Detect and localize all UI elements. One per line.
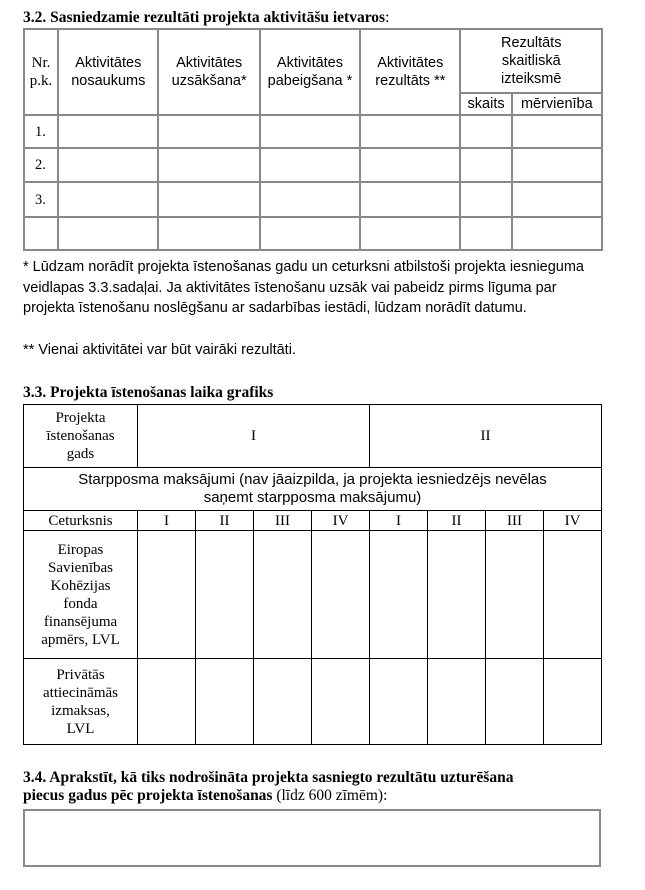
table-row	[24, 659, 602, 745]
cell-unit[interactable]	[512, 115, 602, 148]
header-quant-line3: izteiksmē	[501, 71, 562, 87]
interim-payments-note	[24, 468, 602, 511]
cell-private-costs[interactable]	[544, 659, 602, 745]
section-3-4-title-line1: 3.4. Aprakstīt, kā tiks nodrošināta projekta sasniegto rezultātu uzturēšana	[23, 769, 514, 786]
row2-line: Privātās	[56, 666, 105, 683]
section-3-2-title-bold: 3.2. Sasniedzamie rezultāti projekta aktivitāšu ietvaros	[23, 9, 386, 26]
cell-private-costs[interactable]	[138, 659, 196, 745]
row2-line: izmaksas,	[51, 702, 110, 719]
cell-activity-end[interactable]	[260, 217, 360, 250]
cell-private-costs[interactable]	[428, 659, 486, 745]
section-3-2-title-colon: :	[385, 9, 390, 26]
cell-eu-funding[interactable]	[428, 531, 486, 659]
cell-unit[interactable]	[512, 182, 602, 217]
header-activity-end	[260, 29, 360, 115]
row2-line: attiecināmās	[43, 684, 118, 701]
cell-eu-funding[interactable]	[370, 531, 428, 659]
section-3-4-title-line2	[23, 787, 513, 805]
header-activity-name	[58, 29, 158, 115]
cell-activity-result[interactable]	[360, 148, 460, 182]
quarter-header: III	[486, 511, 544, 531]
row1-line: apmērs, LVL	[41, 631, 120, 648]
section-3-3-title: 3.3. Projekta īstenošanas laika grafiks	[23, 384, 274, 401]
row1-line: Savienības	[48, 559, 113, 576]
cell-count[interactable]	[460, 217, 511, 250]
cell-private-costs[interactable]	[196, 659, 254, 745]
year-label-line3: gads	[66, 446, 95, 462]
cell-private-costs[interactable]	[486, 659, 544, 745]
row2-line: LVL	[66, 720, 95, 737]
table-row	[24, 217, 602, 250]
row-number: 1.	[24, 115, 58, 148]
cell-activity-start[interactable]	[158, 182, 259, 217]
header-quant-line2: skaitliskā	[501, 53, 561, 69]
header-start-line1: Aktivitātes	[176, 55, 243, 71]
sustainability-description-field[interactable]	[23, 809, 601, 867]
quarter-header: II	[196, 511, 254, 531]
header-activity-start	[158, 29, 259, 115]
quarter-header: IV	[312, 511, 370, 531]
cell-count[interactable]	[460, 182, 511, 217]
header-nr-line1: Nr.	[31, 55, 51, 71]
cell-activity-name[interactable]	[58, 115, 158, 148]
quarter-header: III	[254, 511, 312, 531]
year-1: I	[138, 405, 370, 468]
year-label	[24, 405, 138, 468]
header-start-line2: uzsākšana*	[171, 73, 247, 89]
cell-activity-name[interactable]	[58, 148, 158, 182]
schedule-table	[23, 404, 602, 745]
row1-line: Kohēzijas	[50, 577, 111, 594]
year-label-line2: īstenošanas	[46, 428, 115, 444]
cell-eu-funding[interactable]	[486, 531, 544, 659]
header-name-line1: Aktivitātes	[75, 55, 142, 71]
section-3-4-title-line2-bold: piecus gadus pēc projekta īstenošanas	[23, 787, 273, 804]
cell-activity-result[interactable]	[360, 182, 460, 217]
cell-activity-end[interactable]	[260, 115, 360, 148]
results-table	[23, 28, 603, 251]
quarter-header: I	[370, 511, 428, 531]
table-row	[24, 148, 602, 182]
row-number	[24, 217, 58, 250]
cell-private-costs[interactable]	[312, 659, 370, 745]
header-nr	[24, 29, 58, 115]
cell-count[interactable]	[460, 115, 511, 148]
table-row	[24, 531, 602, 659]
cell-activity-start[interactable]	[158, 148, 259, 182]
cell-unit[interactable]	[512, 148, 602, 182]
section-3-4-title-line2-rest: (līdz 600 zīmēm):	[272, 787, 388, 804]
table-row	[24, 115, 602, 148]
header-end-line2: pabeigšana *	[267, 73, 353, 89]
cell-eu-funding[interactable]	[138, 531, 196, 659]
cell-activity-result[interactable]	[360, 115, 460, 148]
footnote-double-asterisk: ** Vienai aktivitātei var būt vairāki rezultāti.	[23, 342, 296, 358]
header-name-line2: nosaukums	[71, 73, 146, 89]
cell-eu-funding[interactable]	[254, 531, 312, 659]
section-3-4-title	[23, 769, 513, 805]
header-activity-result	[360, 29, 460, 115]
cell-unit[interactable]	[512, 217, 602, 250]
row-number: 2.	[24, 148, 58, 182]
row1-line: finansējuma	[43, 613, 118, 630]
cell-count[interactable]	[460, 148, 511, 182]
quarter-header: I	[138, 511, 196, 531]
footnote-single-asterisk: * Lūdzam norādīt projekta īstenošanas gadu un ceturksni atbilstoši projekta iesnieguma veidlapas 3.3.sadaļai. Ja aktivitātes īstenošanu uzsāk vai pabeidz pirms līguma par projekta īstenošanu noslēgšanu ar sadarbības iestādi, lūdzam norādīt datumu.	[23, 259, 584, 316]
header-unit: mērvienība	[512, 93, 602, 115]
table-row	[24, 182, 602, 217]
row1-line: fonda	[63, 595, 98, 612]
cell-eu-funding[interactable]	[312, 531, 370, 659]
row-label-eu-funding	[24, 531, 138, 659]
quarter-label: Ceturksnis	[24, 511, 138, 531]
year-label-line1: Projekta	[55, 410, 106, 426]
header-quantitative-result	[460, 29, 602, 93]
cell-activity-name[interactable]	[58, 217, 158, 250]
cell-private-costs[interactable]	[370, 659, 428, 745]
header-count: skaits	[460, 93, 511, 115]
interim-line2: saņemt starpposma maksājumu)	[203, 489, 422, 506]
cell-private-costs[interactable]	[254, 659, 312, 745]
cell-activity-end[interactable]	[260, 148, 360, 182]
cell-eu-funding[interactable]	[544, 531, 602, 659]
quarter-header: II	[428, 511, 486, 531]
row1-line: Eiropas	[57, 541, 104, 558]
cell-activity-start[interactable]	[158, 115, 259, 148]
cell-activity-start[interactable]	[158, 217, 259, 250]
cell-activity-result[interactable]	[360, 217, 460, 250]
cell-eu-funding[interactable]	[196, 531, 254, 659]
year-2: II	[370, 405, 602, 468]
header-end-line1: Aktivitātes	[276, 55, 344, 71]
header-result-line1: Aktivitātes	[377, 55, 444, 71]
cell-activity-end[interactable]	[260, 182, 360, 217]
row-label-private-costs	[24, 659, 138, 745]
interim-line1: Starpposma maksājumi (nav jāaizpilda, ja projekta iesniedzējs nevēlas	[78, 471, 547, 488]
cell-activity-name[interactable]	[58, 182, 158, 217]
header-quant-line1: Rezultāts	[501, 35, 562, 51]
header-result-line2: rezultāts **	[375, 73, 446, 89]
section-3-2-title	[23, 9, 389, 27]
header-nr-line2: p.k.	[29, 73, 53, 89]
quarter-header: IV	[544, 511, 602, 531]
row-number: 3.	[24, 182, 58, 217]
